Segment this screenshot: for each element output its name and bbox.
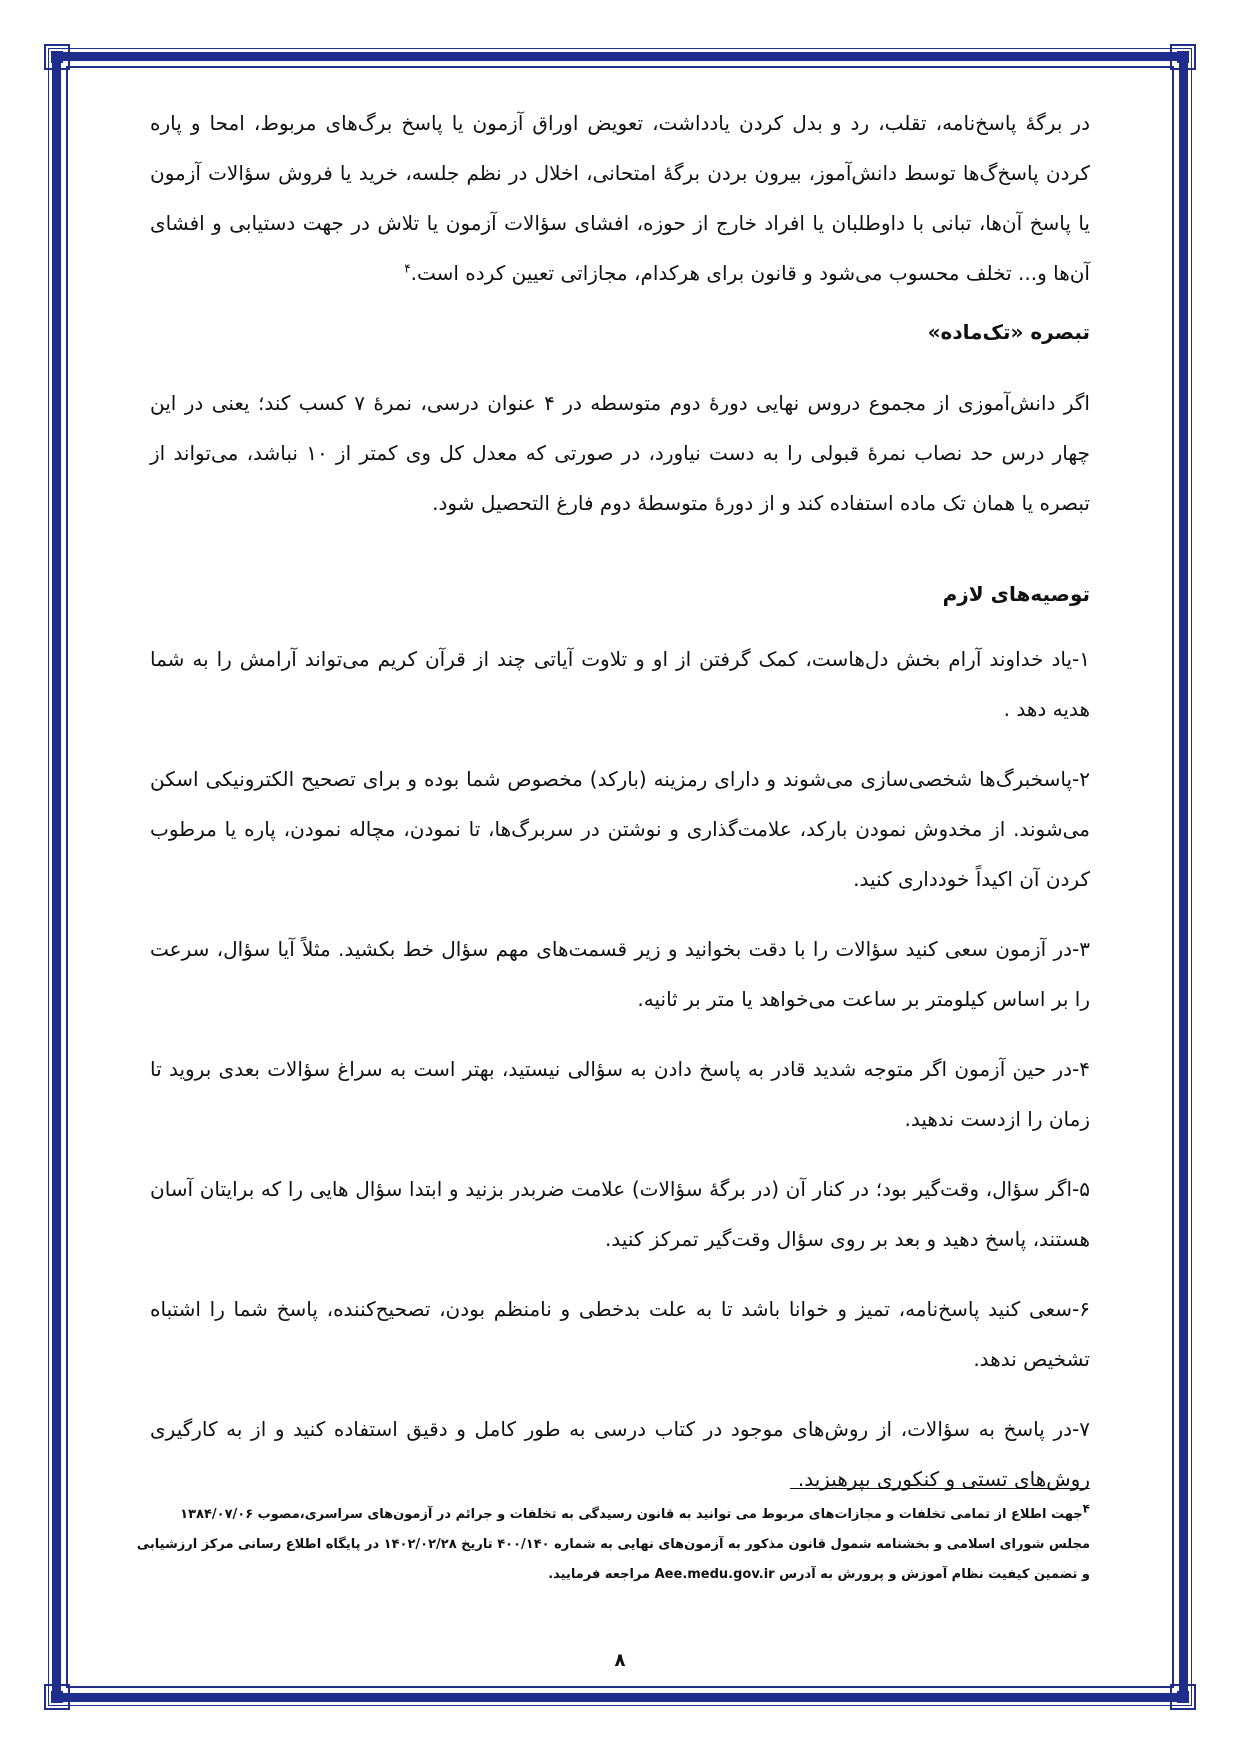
recommendation-item: ۳-در آزمون سعی کنید سؤالات را با دقت بخوانید و زیر قسمت‌های مهم سؤال خط بکشید. مثلاً آیا سؤال، سرعت را بر اساس کیلومتر بر ساعت می‌خواهد یا متر بر ثانیه. <box>150 937 1090 1011</box>
recommendations-heading: توصیه‌های لازم <box>942 582 1090 606</box>
footnote-line: و تضمین کیفیت نظام آموزش و پرورش به آدرس Aee.medu.gov.ir مراجعه فرمایید. <box>548 1567 1090 1582</box>
footnote-line-text: جهت اطلاع از تمامی تخلفات و مجازات‌های مربوط می توانید به قانون رسیدگی به تخلفات و جرائم در آزمون‌های سراسری،مصوب ۱۳۸۴/۰۷/۰۶ <box>180 1507 1083 1522</box>
recommendation-item: ۲-پاسخبرگ‌ها شخصی‌سازی می‌شوند و دارای رمزینه (بارکد) مخصوص شما بوده و برای تصحیح الکترونیکی اسکن می‌شوند. از مخدوش نمودن بارکد، علامت‌گذاری و نوشتن در سربرگ‌ها، تا نمودن، مچاله نمودن، پاره یا مرطوب کردن آن اکیداً خودداری کنید. <box>150 767 1090 891</box>
footnote-divider <box>790 1488 1090 1489</box>
corner-ornament-icon <box>1170 44 1196 70</box>
corner-ornament-icon <box>1170 1684 1196 1710</box>
page-number: ۸ <box>614 1650 626 1671</box>
recommendation-item: ۵-اگر سؤال، وقت‌گیر بود؛ در کنار آن (در برگهٔ سؤالات) علامت ضربدر بزنید و ابتدا سؤال هایی را که برایتان آسان هستند، پاسخ دهید و بعد بر روی سؤال وقت‌گیر تمرکز کنید. <box>150 1177 1090 1251</box>
intro-text: در برگهٔ پاسخ‌نامه، تقلب، رد و بدل کردن یادداشت، تعویض اوراق آزمون یا پاسخ برگ‌های مربوط، امحا و پاره کردن پاسخ‌گ‌ها توسط دانش‌آموز، بیرون بردن برگهٔ امتحانی، اخلال در نظم جلسه، خرید یا فروش سؤالات آزمون یا پاسخ آن‌ها، تبانی با داوطلبان یا افراد خارج از حوزه، افشای سؤالات آزمون یا تلاش در جهت دستیابی و افشای آن‌ها و... تخلف محسوب می‌شود و قانون برای هرکدام، مجازاتی تعیین کرده است. <box>150 111 1090 285</box>
tabsare-paragraph: اگر دانش‌آموزی از مجموع دروس نهایی دورهٔ دوم متوسطه در ۴ عنوان درسی، نمرهٔ ۷ کسب کند؛ یعنی در این چهار درس حد نصاب نمرهٔ قبولی را به دست نیاورد، در صورتی که معدل کل وی کمتر از ۱۰ نباشد، می‌تواند از تبصره یا همان تک ماده استفاده کند و از دورهٔ متوسطهٔ دوم فارغ التحصیل شود. <box>150 391 1090 515</box>
footnote-mark: ۴ <box>1082 1501 1090 1516</box>
footnote-reference[interactable]: ۴ <box>404 261 411 276</box>
footnote-line: مجلس شورای اسلامی و بخشنامه شمول قانون مذکور به آزمون‌های نهایی به شماره ۴۰۰/۱۴۰ تاریخ ۱۴۰۲/۰۲/۲۸ در پایگاه اطلاع رسانی مرکز ارزشیابی <box>136 1537 1090 1552</box>
footnote-line <box>150 1500 1090 1530</box>
intro-paragraph <box>150 98 1090 298</box>
recommendation-item: ۱-یاد خداوند آرام بخش دل‌هاست، کمک گرفتن از او و تلاوت آیاتی چند از قرآن کریم می‌تواند آرامش را به شما هدیه دهد . <box>150 647 1090 721</box>
recommendation-item: ۴-در حین آزمون اگر متوجه شدید قادر به پاسخ دادن به سؤالی نیستید، بهتر است به سراغ سؤالات بعدی بروید تا زمان را ازدست ندهید. <box>150 1057 1090 1131</box>
tabsare-heading: تبصره «تک‌ماده» <box>927 320 1090 344</box>
corner-ornament-icon <box>44 1684 70 1710</box>
recommendation-item: ۶-سعی کنید پاسخ‌نامه، تمیز و خوانا باشد تا به علت بدخطی و نامنظم بودن، تصحیح‌کننده، پاسخ شما را اشتباه تشخیص ندهد. <box>150 1297 1090 1371</box>
page-content <box>150 98 1090 1524</box>
footnote <box>136 1500 1090 1590</box>
recommendation-item: ۷-در پاسخ به سؤالات، از روش‌های موجود در کتاب درسی به طور کامل و دقیق استفاده کنید و از به کارگیری روش‌های تستی و کنکوری بپرهیزید. <box>150 1417 1090 1491</box>
corner-ornament-icon <box>44 44 70 70</box>
